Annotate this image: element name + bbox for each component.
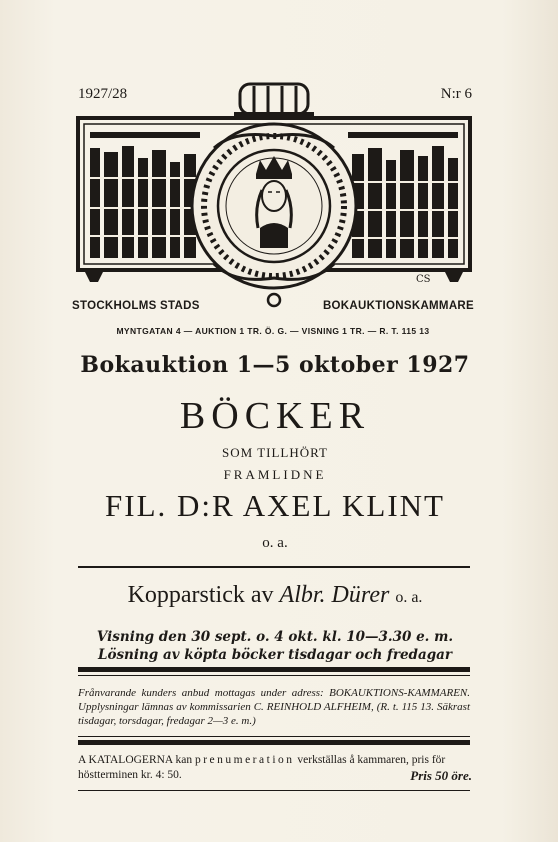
books-heading: BÖCKER	[179, 395, 371, 437]
katalog-spaced: prenumeration	[194, 754, 295, 766]
org-left: STOCKHOLMS STADS	[72, 300, 200, 312]
address-line: MYNTGATAN 4 — AUKTION 1 TR. Ö. G. — VISNING 1 TR. — R. T. 115 13	[116, 326, 430, 336]
thick-rule-top	[78, 667, 470, 672]
header-line	[78, 86, 472, 103]
engravings-lead: Kopparstick av	[127, 582, 274, 608]
divider-rule	[78, 566, 470, 568]
thin-rule-bottom	[78, 736, 470, 737]
oa-text: o. a.	[262, 535, 288, 551]
bottom-rule	[78, 790, 470, 791]
organization-names	[72, 300, 474, 312]
catalog-price: Pris 50 öre.	[410, 768, 472, 783]
svg-text:CS: CS	[416, 274, 431, 285]
absent-bidders-note: Frånvarande kunders anbud mottagas under adress: BOKAUKTIONS-KAMMAREN. Upplysningar lämnas av kommissarien C. REINHOLD ALFHEIM, (R. t. 115 13. Säkrast tisdagar, torsdagar, fredagar 2—3 e. m.)	[78, 687, 470, 727]
katalog-part2: verkställas å kammaren, pris för höstterminen kr. 4: 50.	[78, 754, 446, 781]
catalog-subscription-note	[78, 753, 472, 783]
thin-rule-top	[78, 675, 470, 676]
auction-title: Bokauktion 1—5 oktober 1927	[80, 352, 470, 378]
engravings-suffix: o. a.	[395, 589, 423, 606]
engravings-line	[70, 582, 480, 609]
bookshelf-crest-banner	[74, 78, 474, 318]
volume-year: 1927/28	[78, 86, 128, 102]
framlidne-text: FRAMLIDNE	[223, 467, 327, 482]
som-tillhort-text: SOM TILLHÖRT	[222, 445, 328, 460]
thick-rule-bottom	[78, 740, 470, 745]
viewing-line: Visning den 30 sept. o. 4 okt. kl. 10—3.30 e. m.	[96, 629, 454, 645]
owner-name: FIL. D:R AXEL KLINT	[105, 488, 445, 523]
org-right: BOKAUKTIONSKAMMARE	[322, 300, 474, 312]
bookshelf-left-icon	[90, 132, 200, 258]
issue-number: N:r 6	[440, 86, 472, 102]
crest-medallion-icon	[192, 124, 356, 306]
engravings-artist: Albr. Dürer	[279, 582, 390, 608]
katalog-part1: A KATALOGERNA kan	[78, 754, 193, 766]
viewing-info	[70, 628, 480, 664]
pickup-line: Lösning av köpta böcker tisdagar och fredagar	[97, 647, 453, 663]
bookshelf-right-icon	[348, 132, 458, 258]
